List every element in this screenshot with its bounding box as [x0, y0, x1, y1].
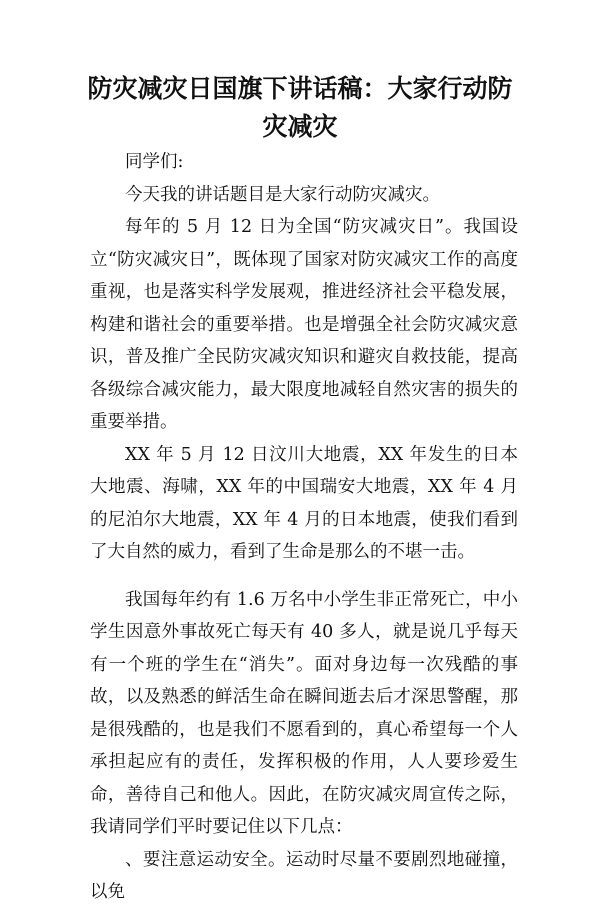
- paragraph-point-one: 、要注意运动安全。运动时尽量不要剧烈地碰撞，以免: [90, 849, 518, 902]
- document-body: [90, 146, 518, 909]
- paragraph-topic: 今天我的讲话题目是大家行动防灾减灾。: [125, 184, 440, 205]
- paragraph-earthquakes: XX 年 5 月 12 日汶川大地震，XX 年发生的日本大地震、海啸，XX 年的中国瑞安大地震，XX 年 4 月的尼泊尔大地震，XX 年 4 月的日本地震，使我们看到了大自然的威力，看到了生命是那么的不堪一击。: [90, 444, 518, 562]
- greeting: 同学们:: [125, 152, 184, 172]
- paragraph-student-safety: 我国每年约有 1.6 万名中小学生非正常死亡，中小学生因意外事故死亡每天有 40 多人，就是说几乎每天有一个班的学生在“消失”。面对身边每一次残酷的事故，以及熟悉的鲜活生命在瞬间逝去后才深思警醒，那是很残酷的，也是我们不愿看到的，真心希望每一个人承担起应有的责任，发挥积极的作用，人人要珍爱生命，善待自己和他人。因此，在防灾减灾周宣传之际，我请同学们平时要记住以下几点：: [90, 589, 518, 837]
- paragraph-disaster-day: 每年的 5 月 12 日为全国“防灾减灾日”。我国设立“防灾减灾日”，既体现了国家对防灾减灾工作的高度重视，也是落实科学发展观，推进经济社会平稳发展，构建和谐社会的重要举措。也是增强全社会防灾减灾意识，普及推广全民防灾减灾知识和避灾自救技能，提高各级综合减灾能力，最大限度地减轻自然灾害的损失的重要举措。: [90, 217, 518, 432]
- document-title: 防灾减灾日国旗下讲话稿：大家行动防灾减灾: [87, 74, 513, 141]
